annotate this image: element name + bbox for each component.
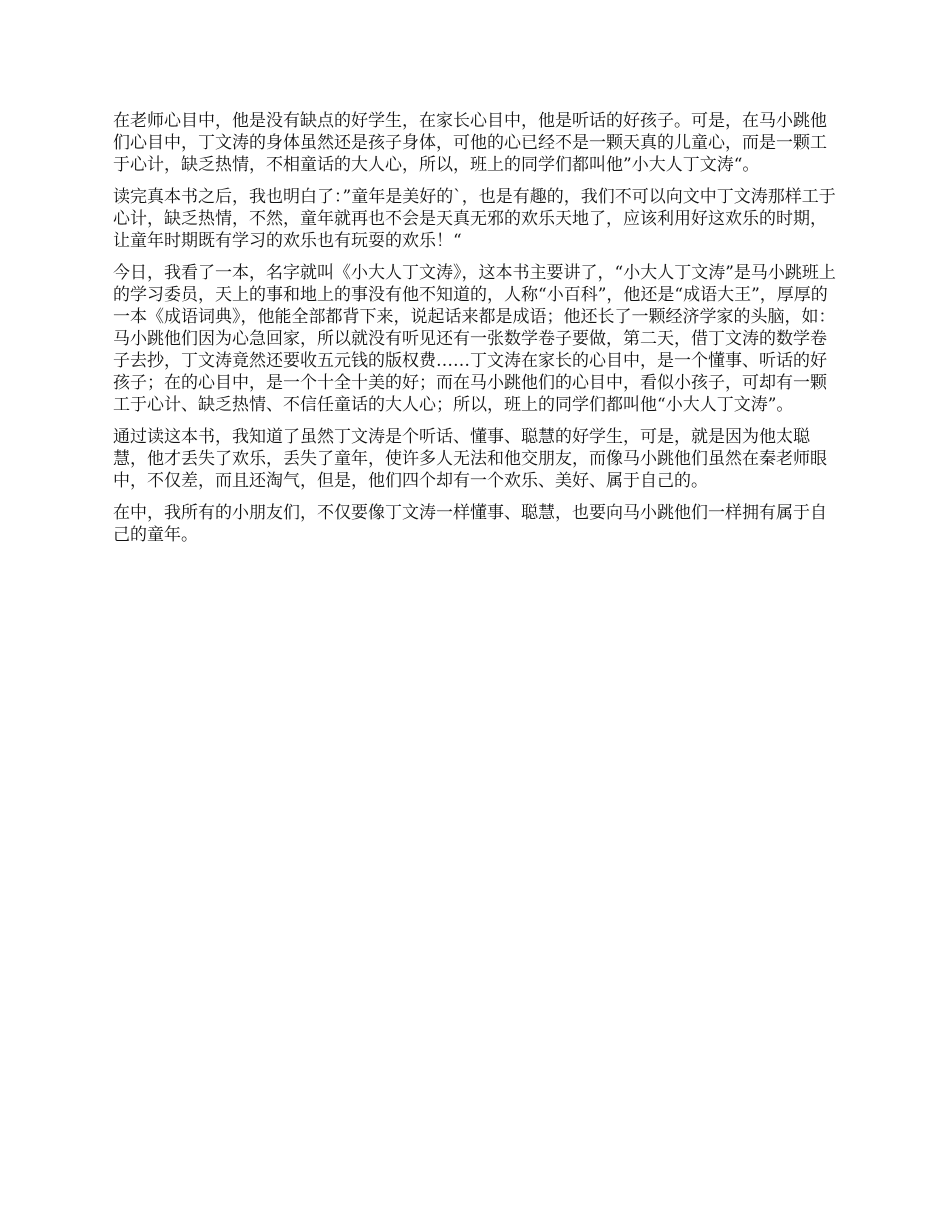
paragraph-4: 通过读这本书，我知道了虽然丁文涛是个听话、懂事、聪慧的好学生，可是，就是因为他太聪慧，他才丢失了欢乐，丢失了童年，使许多人无法和他交朋友，而像马小跳他们虽然在秦老师眼中，不仅差，而且还淘气，但是，他们四个却有一个欢乐、美好、属于自己的。 [113, 427, 827, 491]
paragraph-2: 读完真本书之后，我也明白了：”童年是美好的`，也是有趣的，我们不可以向文中丁文涛那样工于心计，缺乏热情，不然，童年就再也不会是天真无邪的欢乐天地了，应该利用好这欢乐的时期，让童年时期既有学习的欢乐也有玩耍的欢乐！“ [113, 187, 836, 251]
paragraph-3: 今日，我看了一本，名字就叫《小大人丁文涛》，这本书主要讲了，“小大人丁文涛”是马小跳班上的学习委员，天上的事和地上的事没有他不知道的，人称“小百科”，他还是“成语大王”，厚厚的一本《成语词典》，他能全部都背下来，说起话来都是成语；他还长了一颗经济学家的头脑，如：马小跳他们因为心急回家，所以就没有听见还有一张数学卷子要做，第二天，借丁文涛的数学卷子去抄，丁文涛竟然还要收五元钱的版权费……丁文涛在家长的心目中，是一个懂事、听话的好孩子；在的心目中，是一个十全十美的好；而在马小跳他们的心目中，看似小孩子，可却有一颗工于心计、缺乏热情、不信任童话的大人心；所以，班上的同学们都叫他“小大人丁文涛”。 [113, 263, 836, 415]
paragraph-1: 在老师心目中，他是没有缺点的好学生，在家长心目中，他是听话的好孩子。可是，在马小跳他们心目中，丁文涛的身体虽然还是孩子身体，可他的心已经不是一颗天真的儿童心，而是一颗工于心计，缺乏热情，不相童话的大人心，所以，班上的同学们都叫他”小大人丁文涛“。 [113, 111, 827, 175]
paragraph-5: 在中，我所有的小朋友们，不仅要像丁文涛一样懂事、聪慧，也要向马小跳他们一样拥有属于自己的童年。 [113, 503, 827, 545]
document-body [113, 110, 838, 556]
